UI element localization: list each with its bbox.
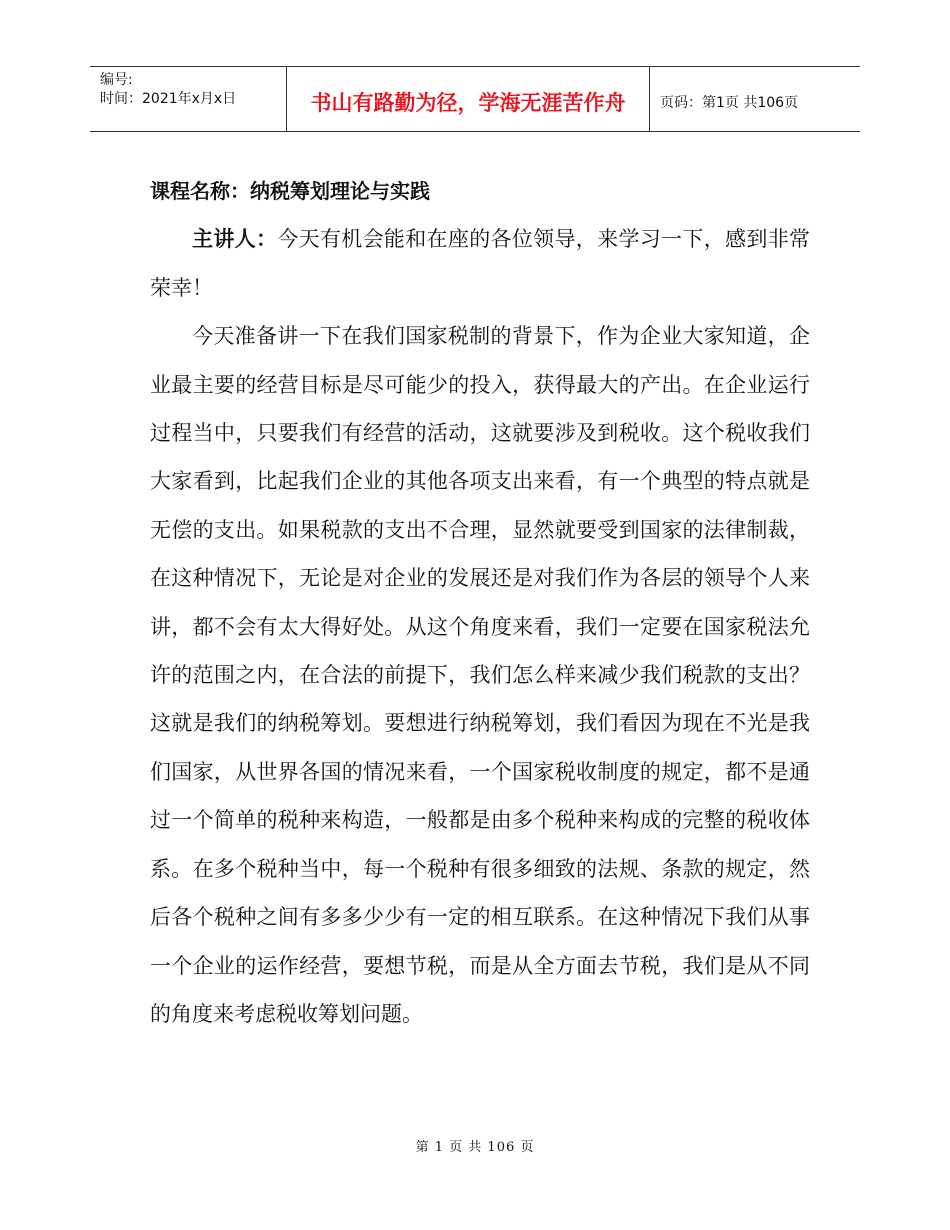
document-body (150, 167, 810, 1038)
header-meta-cell (90, 67, 287, 131)
body-paragraph: 今天准备讲一下在我们国家税制的背景下，作为企业大家知道，企业最主要的经营目标是尽可能少的投入，获得最大的产出。在企业运行过程当中，只要我们有经营的活动，这就要涉及到税收。这个税收我们大家看到，比起我们企业的其他各项支出来看，有一个典型的特点就是无偿的支出。如果税款的支出不合理，显然就要受到国家的法律制裁，在这种情况下，无论是对企业的发展还是对我们作为各层的领导个人来讲，都不会有太大得好处。从这个角度来看，我们一定要在国家税法允许的范围之内，在合法的前提下，我们怎么样来减少我们税款的支出？这就是我们的纳税筹划。要想进行纳税筹划，我们看因为现在不光是我们国家，从世界各国的情况来看，一个国家税收制度的规定，都不是通过一个简单的税种来构造，一般都是由多个税种来构成的完整的税收体系。在多个税种当中，每一个税种有很多细致的法规、条款的规定，然后各个税种之间有多多少少有一定的相互联系。在这种情况下我们从事一个企业的运作经营，要想节税，而是从全方面去节税，我们是从不同的角度来考虑税收筹划问题。 (150, 324, 810, 1026)
header-time-label: 时间：2021年x月x日 (100, 91, 237, 107)
header-motto: 书山有路勤为径，学海无涯苦作舟 (287, 67, 650, 131)
course-title: 课程名称：纳税筹划理论与实践 (150, 179, 430, 203)
speaker-label: 主讲人： (192, 227, 278, 252)
header-page-info: 页码：第1页 共106页 (660, 95, 799, 111)
document-header (90, 66, 860, 132)
speaker-paragraph (150, 215, 810, 312)
page-footer: 第 1 页 共 106 页 (415, 1140, 535, 1155)
speaker-text: 今天有机会能和在座的各位领导，来学习一下，感到非常荣幸！ (150, 227, 811, 300)
header-number-label: 编号: (100, 72, 133, 88)
